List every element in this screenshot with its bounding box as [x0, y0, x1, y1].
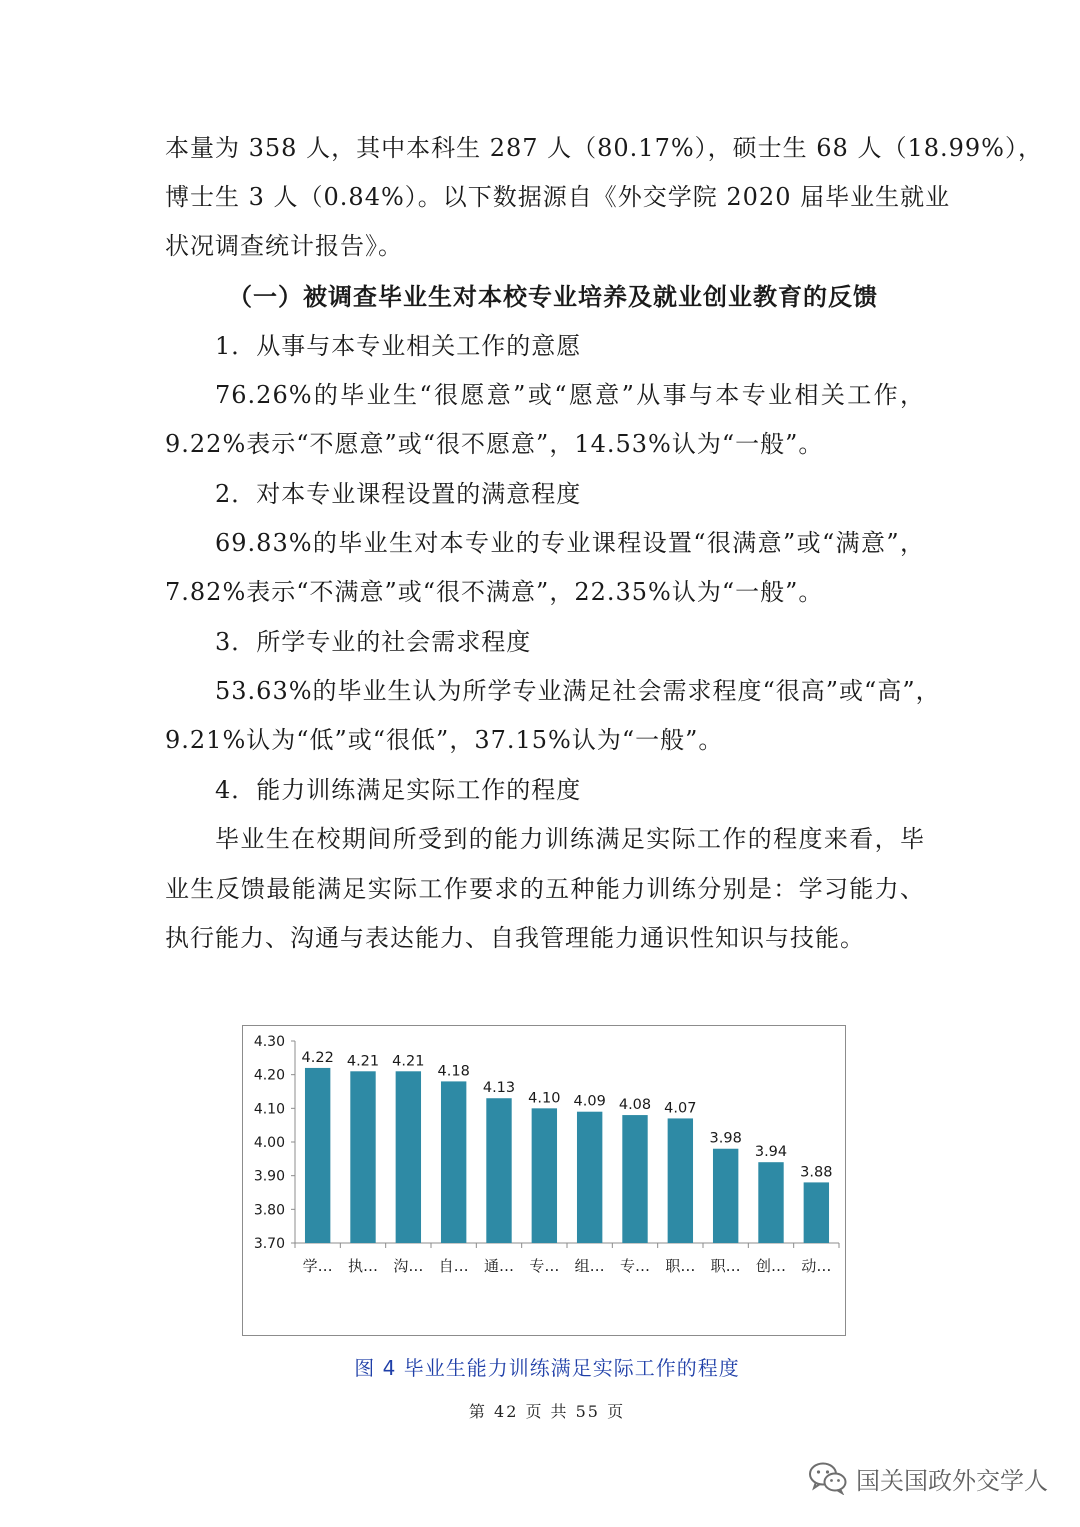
category-label: 职… [665, 1257, 696, 1275]
category-label: 动… [801, 1257, 832, 1275]
bar [305, 1068, 330, 1243]
data-label: 4.13 [482, 1080, 516, 1097]
data-label: 3.88 [800, 1164, 833, 1181]
ability-bar-chart [242, 1025, 846, 1336]
category-label: 执… [347, 1257, 379, 1275]
y-tick-label: 3.80 [253, 1202, 285, 1219]
chart-canvas [243, 1026, 845, 1335]
body-line-1: 本量为 358 人，其中本科生 287 人（80.17%），硕士生 68 人（18.99%）， [165, 134, 1043, 162]
data-label: 4.22 [301, 1049, 334, 1066]
data-label: 4.21 [346, 1053, 380, 1070]
data-label: 4.18 [437, 1063, 470, 1080]
y-tick-label: 4.20 [253, 1067, 285, 1084]
item-1-title: 1．从事与本专业相关工作的意愿 [215, 332, 582, 360]
body-line-2: 博士生 3 人（0.84%）。以下数据源自《外交学院 2020 届毕业生就业 [165, 183, 951, 211]
watermark [808, 1456, 1048, 1500]
figure-caption: 图 4 毕业生能力训练满足实际工作的程度 [354, 1356, 740, 1380]
category-label: 组… [574, 1257, 605, 1275]
item-4-line-3: 执行能力、沟通与表达能力、自我管理能力通识性知识与技能。 [165, 924, 865, 952]
bar [441, 1081, 466, 1243]
item-1-line-2: 9.22%表示“不愿意”或“很不愿意”，14.53%认为“一般”。 [165, 430, 824, 458]
item-2-line-2: 7.82%表示“不满意”或“很不满意”，22.35%认为“一般”。 [165, 578, 824, 606]
item-2-title: 2．对本专业课程设置的满意程度 [215, 480, 582, 508]
category-label: 专… [529, 1257, 560, 1275]
category-label: 职… [710, 1257, 741, 1275]
data-label: 4.21 [392, 1053, 425, 1070]
bar [713, 1149, 738, 1243]
y-tick-label: 3.70 [253, 1236, 285, 1252]
y-tick-label: 3.90 [253, 1168, 285, 1185]
category-label: 专… [619, 1257, 651, 1275]
bar [577, 1112, 602, 1243]
data-label: 3.98 [709, 1130, 742, 1147]
wechat-icon [808, 1461, 848, 1495]
data-label: 4.07 [664, 1100, 697, 1117]
item-3-line-1: 53.63%的毕业生认为所学专业满足社会需求程度“很高”或“高”， [215, 677, 941, 705]
category-label: 通… [483, 1257, 515, 1275]
category-label: 沟… [393, 1257, 424, 1275]
bar [668, 1118, 693, 1243]
category-label: 创… [755, 1257, 787, 1275]
bar [396, 1071, 421, 1243]
page-number: 第 42 页 共 55 页 [468, 1402, 626, 1421]
bar [622, 1115, 647, 1243]
bar [804, 1182, 829, 1243]
item-4-line-2: 业生反馈最能满足实际工作要求的五种能力训练分别是：学习能力、 [165, 875, 925, 903]
section-heading: （一）被调查毕业生对本校专业培养及就业创业教育的反馈 [228, 282, 878, 311]
data-label: 3.94 [754, 1144, 788, 1161]
category-label: 学… [302, 1257, 333, 1275]
y-tick-label: 4.30 [253, 1034, 285, 1050]
bar [350, 1071, 375, 1243]
y-tick-label: 4.10 [253, 1101, 285, 1118]
category-label: 自… [438, 1257, 469, 1275]
item-2-line-1: 69.83%的毕业生对本专业的专业课程设置“很满意”或“满意”， [215, 529, 925, 557]
watermark-text: 国关国政外交学人 [856, 1466, 1048, 1495]
body-line-3: 状况调查统计报告》。 [165, 232, 403, 260]
bar [486, 1098, 511, 1243]
bar [532, 1108, 557, 1243]
data-label: 4.10 [528, 1090, 561, 1107]
y-tick-label: 4.00 [253, 1135, 285, 1151]
data-label: 4.08 [618, 1097, 652, 1114]
item-4-line-1: 毕业生在校期间所受到的能力训练满足实际工作的程度来看，毕 [215, 825, 925, 853]
item-3-title: 3．所学专业的社会需求程度 [215, 628, 532, 656]
item-4-title: 4．能力训练满足实际工作的程度 [215, 776, 582, 804]
bar [758, 1162, 783, 1243]
item-3-line-2: 9.21%认为“低”或“很低”，37.15%认为“一般”。 [165, 726, 724, 754]
data-label: 4.09 [573, 1093, 606, 1110]
item-1-line-1: 76.26%的毕业生“很愿意”或“愿意”从事与本专业相关工作， [215, 381, 925, 409]
